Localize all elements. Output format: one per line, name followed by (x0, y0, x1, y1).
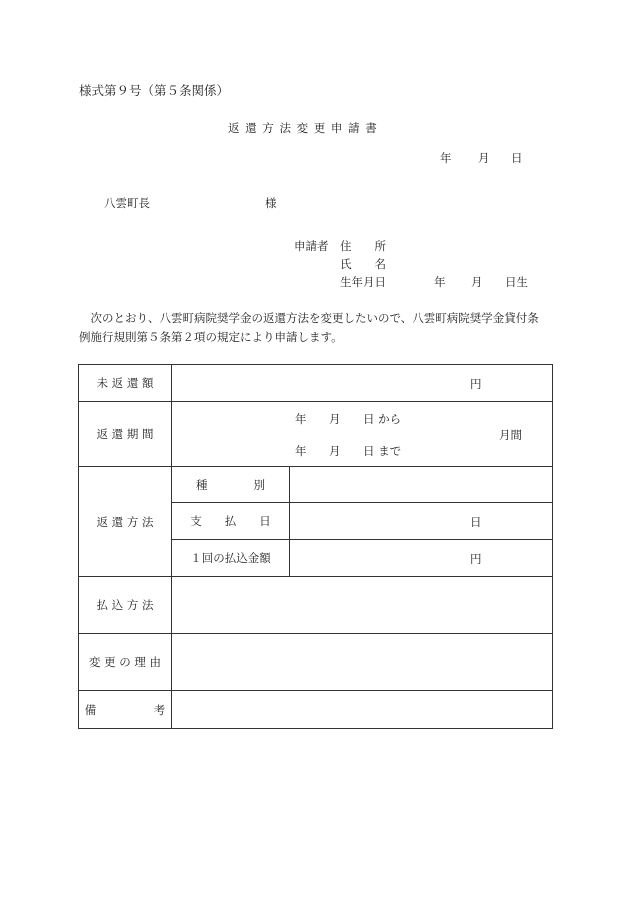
applicant-birth-day: 日生 (505, 275, 528, 289)
form-title: 返 還 方 法 変 更 申 請 書 (228, 121, 378, 135)
method-amount-value-cell[interactable] (290, 540, 553, 577)
date-month-label: 月 (478, 151, 490, 165)
form-number: 様式第９号（第５条関係） (79, 83, 230, 98)
period-unit: 月間 (499, 428, 522, 442)
period-to-year: 年 (295, 444, 307, 458)
method-amount-label: １回の払込金額 (172, 540, 290, 577)
applicant-birth-month: 月 (471, 275, 483, 289)
row-reason (79, 634, 553, 691)
period-from-day: 日 から (363, 412, 402, 426)
addressee-honorific: 様 (265, 196, 277, 210)
applicant-label: 申請者 (294, 239, 329, 253)
applicant-birth-year: 年 (434, 275, 446, 289)
date-day-label: 日 (511, 151, 523, 165)
payment-label: 払 込 方 法 (79, 577, 172, 634)
unpaid-value-cell[interactable] (172, 365, 553, 402)
period-from-month: 月 (329, 412, 341, 426)
remarks-label: 備 考 (79, 691, 172, 729)
unpaid-unit: 円 (470, 377, 482, 391)
period-to-day: 日 まで (363, 444, 402, 458)
payment-value-cell[interactable] (172, 577, 553, 634)
applicant-name-label: 氏 名 (340, 257, 386, 271)
method-type-value-cell[interactable] (290, 467, 553, 503)
method-type-label: 種 別 (172, 467, 290, 503)
method-payday-unit: 日 (470, 515, 482, 529)
reason-label: 変 更 の 理 由 (79, 634, 172, 691)
date-year-label: 年 (440, 151, 452, 165)
row-remarks (79, 691, 553, 729)
body-text-line-2: 例施行規則第５条第２項の規定により申請します。 (79, 330, 343, 344)
row-payment (79, 577, 553, 634)
method-payday-value-cell[interactable] (290, 503, 553, 540)
applicant-address-label: 住 所 (340, 239, 386, 253)
row-period (79, 402, 553, 467)
period-from-year: 年 (295, 412, 307, 426)
method-payday-label: 支 払 日 (172, 503, 290, 540)
method-label: 返 還 方 法 (79, 467, 172, 577)
reason-value-cell[interactable] (172, 634, 553, 691)
unpaid-label: 未 返 還 額 (79, 365, 172, 402)
period-to-month: 月 (329, 444, 341, 458)
body-text-line-1: 次のとおり、八雲町病院奨学金の返還方法を変更したいので、八雲町病院奨学金貸付条 (79, 311, 539, 325)
addressee-name: 八雲町長 (104, 196, 150, 210)
row-unpaid (79, 365, 553, 402)
row-method-type (79, 467, 553, 503)
applicant-birth-label: 生年月日 (340, 275, 386, 289)
method-amount-unit: 円 (470, 552, 482, 566)
application-table (78, 364, 553, 729)
period-value-cell[interactable] (172, 402, 553, 467)
remarks-value-cell[interactable] (172, 691, 553, 729)
period-label: 返 還 期 間 (79, 402, 172, 467)
